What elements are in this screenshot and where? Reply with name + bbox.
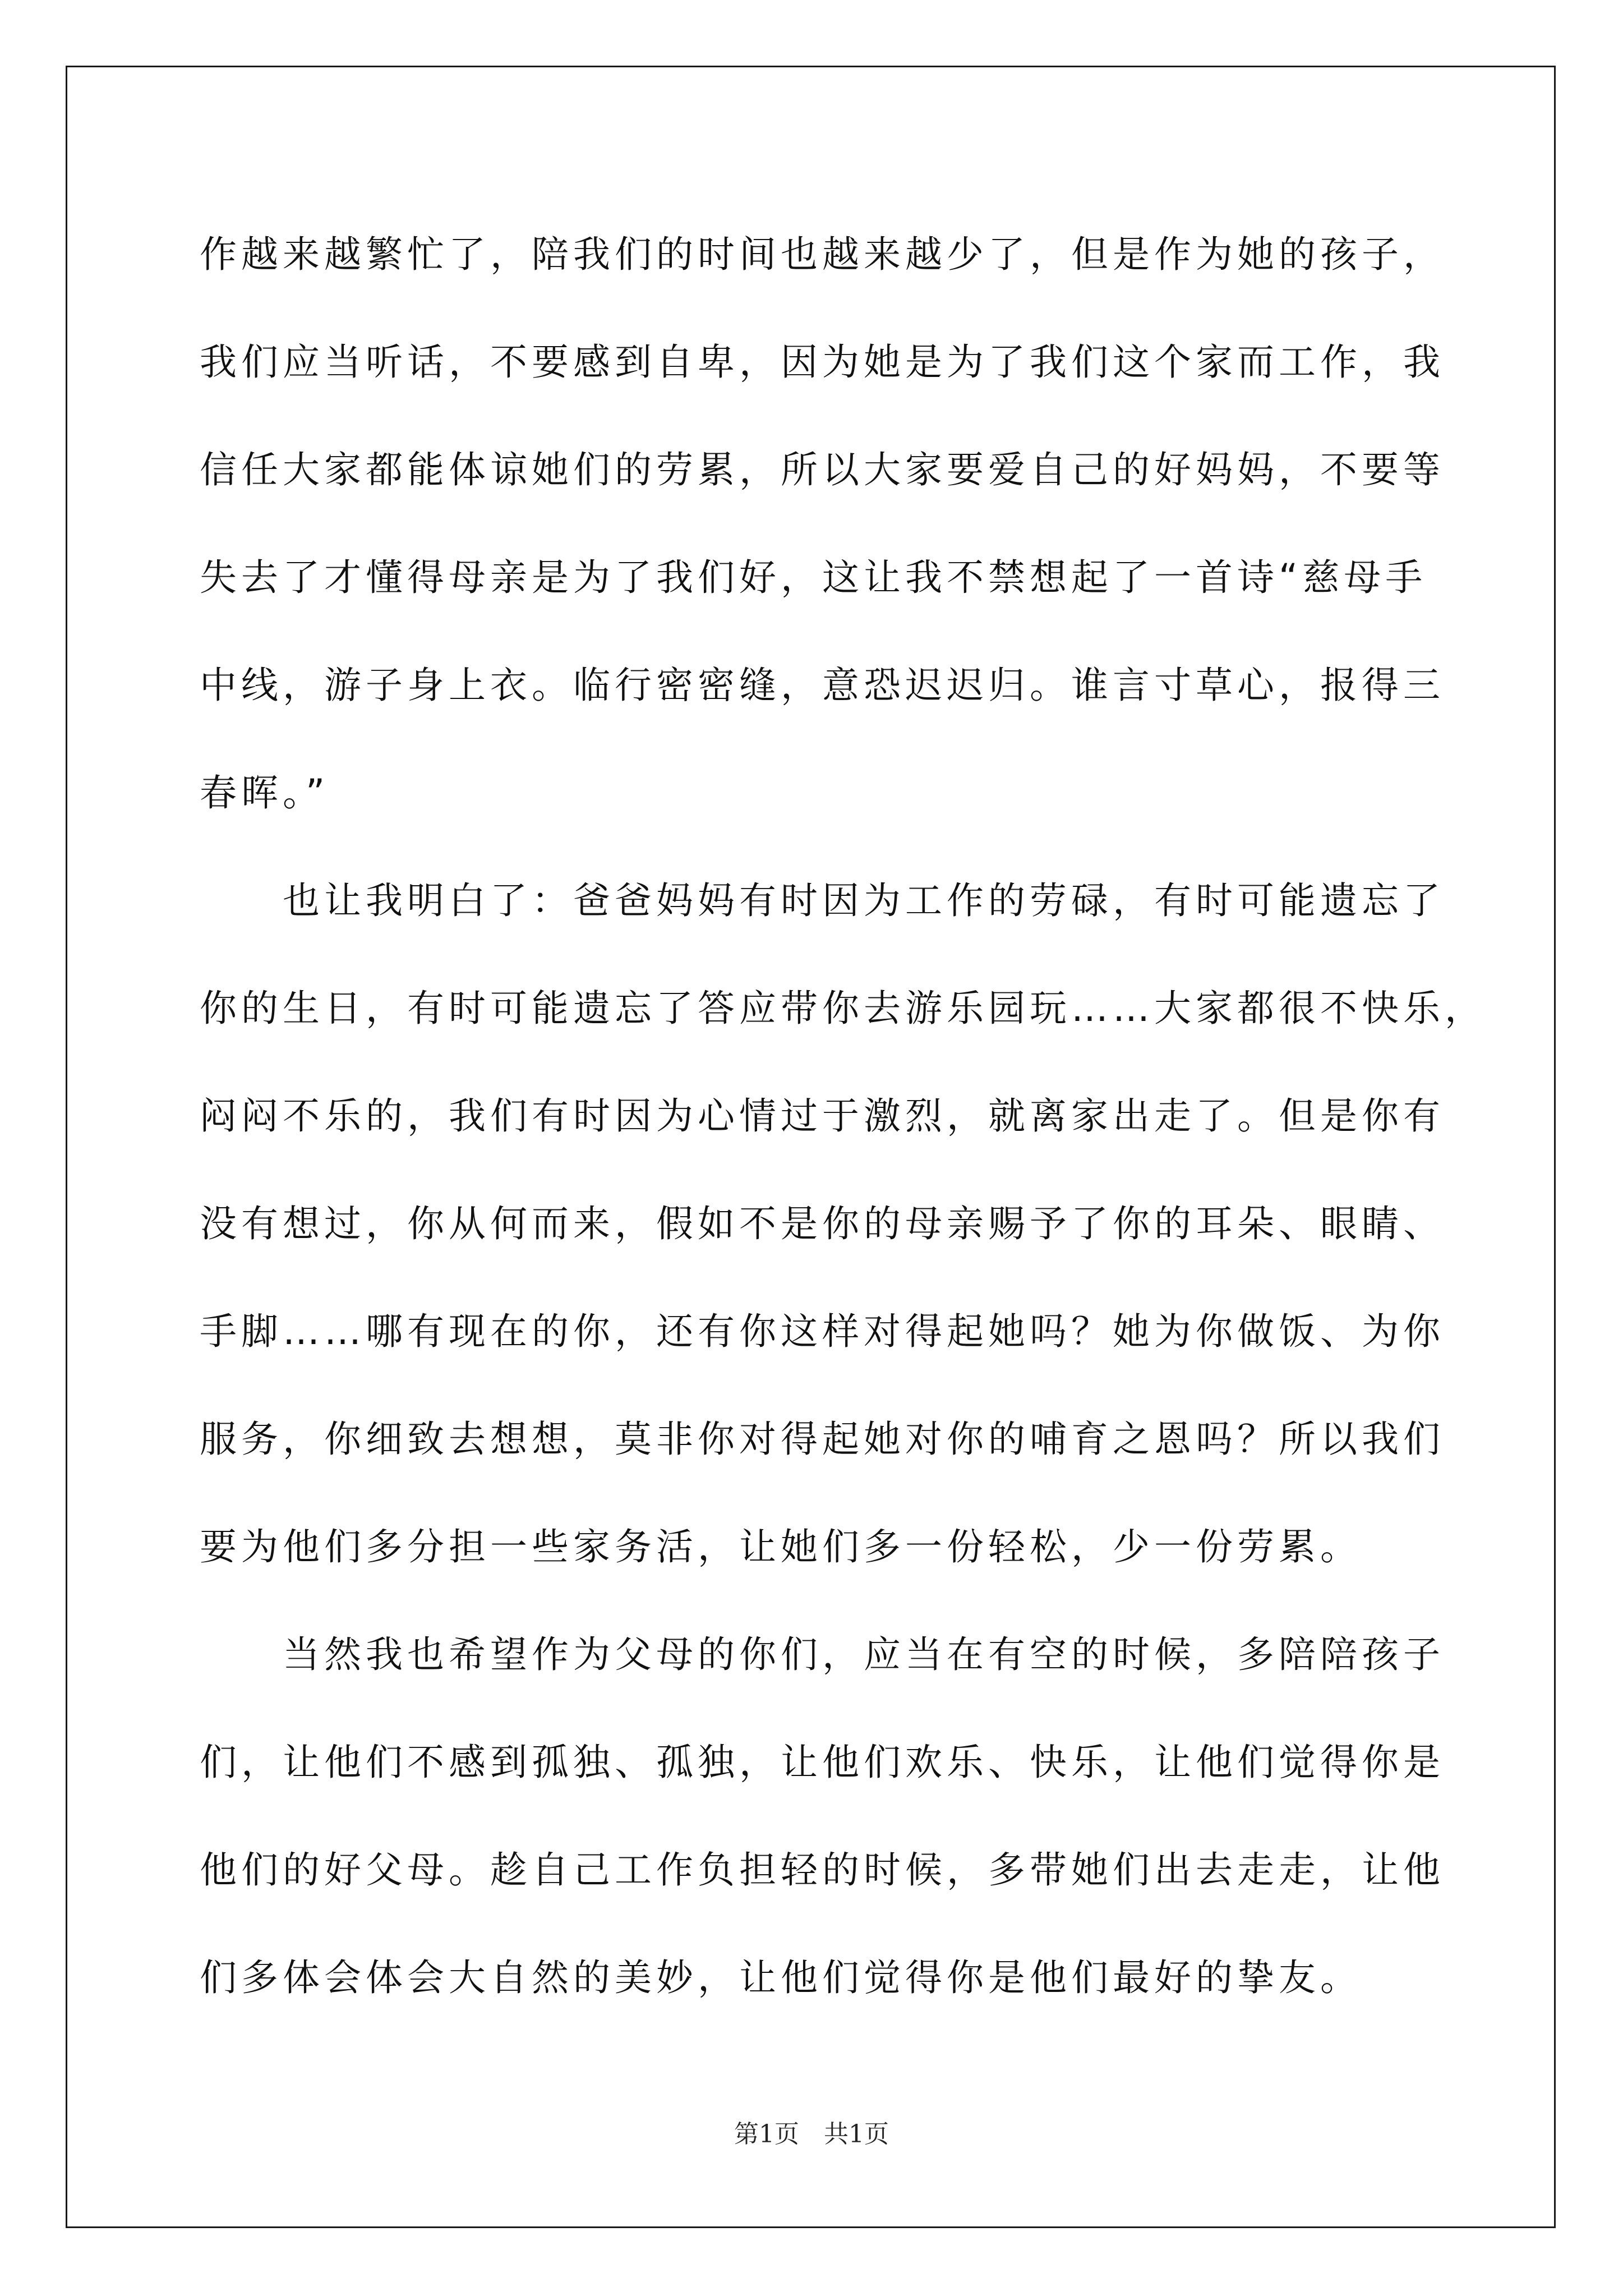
page-footer — [0, 2114, 1623, 2150]
text-line: 手脚……哪有现在的你，还有你这样对得起她吗？她为你做饭、为你 — [200, 1310, 1445, 1353]
text-line: 要为他们多分担一些家务活，让她们多一份轻松，少一份劳累。 — [200, 1525, 1362, 1568]
text-line: 也让我明白了：爸爸妈妈有时因为工作的劳碌，有时可能遗忘了 — [200, 879, 1445, 922]
page-total: 共1页 — [824, 2120, 889, 2148]
text-line: 信任大家都能体谅她们的劳累，所以大家要爱自己的好妈妈，不要等 — [200, 448, 1445, 491]
text-line: 闷闷不乐的，我们有时因为心情过于激烈，就离家出走了。但是你有 — [200, 1094, 1445, 1138]
document-body — [200, 201, 1486, 2032]
text-line: 服务，你细致去想想，莫非你对得起她对你的哺育之恩吗？所以我们 — [200, 1418, 1445, 1461]
page-number: 第1页 — [734, 2120, 799, 2148]
text-line: 当然我也希望作为父母的你们，应当在有空的时候，多陪陪孩子 — [200, 1633, 1445, 1676]
text-line: 你的生日，有时可能遗忘了答应带你去游乐园玩……大家都很不快乐， — [200, 987, 1486, 1030]
text-line: 们多体会体会大自然的美妙，让他们觉得你是他们最好的挚友。 — [200, 1956, 1362, 1999]
text-line: 失去了才懂得母亲是为了我们好，这让我不禁想起了一首诗“慈母手 — [200, 556, 1427, 599]
text-line: 作越来越繁忙了，陪我们的时间也越来越少了，但是作为她的孩子， — [200, 233, 1445, 276]
text-line: 们，让他们不感到孤独、孤独，让他们欢乐、快乐，让他们觉得你是 — [200, 1741, 1445, 1784]
text-line: 没有想过，你从何而来，假如不是你的母亲赐予了你的耳朵、眼睛、 — [200, 1202, 1445, 1245]
text-line: 中线，游子身上衣。临行密密缝，意恐迟迟归。谁言寸草心，报得三 — [200, 664, 1445, 707]
text-line: 我们应当听话，不要感到自卑，因为她是为了我们这个家而工作，我 — [200, 341, 1445, 384]
text-line: 春晖。” — [200, 771, 330, 815]
text-line: 他们的好父母。趁自己工作负担轻的时候，多带她们出去走走，让他 — [200, 1848, 1445, 1892]
